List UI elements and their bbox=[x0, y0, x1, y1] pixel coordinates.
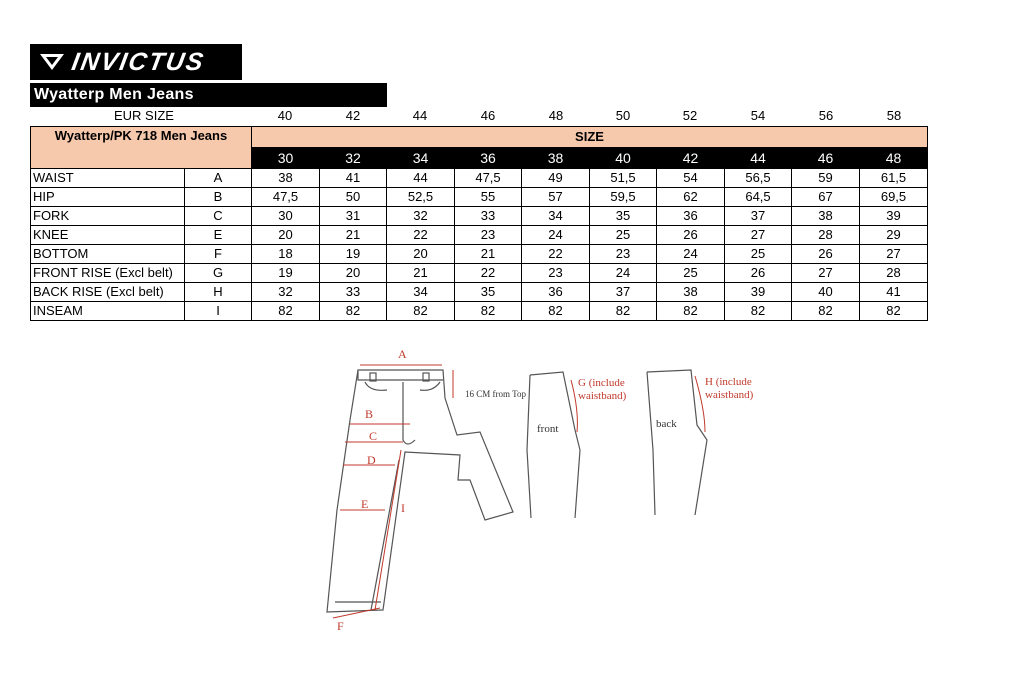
measurement-value: 50 bbox=[320, 188, 387, 207]
size-number: 42 bbox=[657, 148, 725, 169]
measurement-value: 30 bbox=[252, 207, 320, 226]
measurement-value: 82 bbox=[657, 302, 725, 321]
measurement-value: 24 bbox=[590, 264, 657, 283]
size-number: 38 bbox=[522, 148, 590, 169]
measurement-name: BACK RISE (Excl belt) bbox=[31, 283, 185, 302]
measurement-value: 55 bbox=[455, 188, 522, 207]
eur-size-cell: 58 bbox=[886, 108, 902, 123]
eur-size-cell: 44 bbox=[412, 108, 428, 123]
measurement-value: 22 bbox=[387, 226, 455, 245]
jeans-measurement-diagram bbox=[295, 340, 765, 635]
measurement-value: 24 bbox=[522, 226, 590, 245]
measurement-value: 24 bbox=[657, 245, 725, 264]
measurement-value: 37 bbox=[590, 283, 657, 302]
table-row bbox=[31, 245, 928, 264]
eur-size-cell: 54 bbox=[750, 108, 766, 123]
measurement-name: BOTTOM bbox=[31, 245, 185, 264]
measurement-code: E bbox=[185, 226, 252, 245]
eur-size-cell: 50 bbox=[615, 108, 631, 123]
measurement-value: 34 bbox=[387, 283, 455, 302]
measurement-value: 28 bbox=[792, 226, 860, 245]
measurement-value: 26 bbox=[725, 264, 792, 283]
measurement-code: G bbox=[185, 264, 252, 283]
measurement-value: 21 bbox=[455, 245, 522, 264]
table-row bbox=[31, 283, 928, 302]
measurement-value: 82 bbox=[590, 302, 657, 321]
measurement-value: 39 bbox=[860, 207, 928, 226]
measurement-value: 33 bbox=[320, 283, 387, 302]
measurement-value: 19 bbox=[320, 245, 387, 264]
measurement-value: 21 bbox=[387, 264, 455, 283]
model-label: Wyatterp/PK 718 Men Jeans bbox=[31, 127, 252, 169]
size-number: 44 bbox=[725, 148, 792, 169]
eur-size-label: EUR SIZE bbox=[114, 108, 174, 123]
measurement-value: 59 bbox=[792, 169, 860, 188]
measurement-name: FORK bbox=[31, 207, 185, 226]
table-row bbox=[31, 169, 928, 188]
measurement-value: 41 bbox=[860, 283, 928, 302]
measurement-value: 47,5 bbox=[455, 169, 522, 188]
measurement-value: 82 bbox=[725, 302, 792, 321]
measurement-value: 82 bbox=[792, 302, 860, 321]
label-d: D bbox=[367, 453, 376, 467]
measurement-value: 59,5 bbox=[590, 188, 657, 207]
measurement-code: I bbox=[185, 302, 252, 321]
note-16cm: 16 CM from Top bbox=[465, 389, 526, 399]
measurement-value: 20 bbox=[387, 245, 455, 264]
measurement-value: 62 bbox=[657, 188, 725, 207]
h-note-1: H (include bbox=[705, 376, 752, 388]
measurement-value: 35 bbox=[590, 207, 657, 226]
h-note-2: waistband) bbox=[705, 389, 754, 401]
measurement-code: A bbox=[185, 169, 252, 188]
measurement-value: 40 bbox=[792, 283, 860, 302]
front-label: front bbox=[537, 423, 559, 435]
size-number: 36 bbox=[455, 148, 522, 169]
table-row bbox=[31, 264, 928, 283]
table-row bbox=[31, 188, 928, 207]
measurement-code: B bbox=[185, 188, 252, 207]
measurement-value: 22 bbox=[522, 245, 590, 264]
measurement-value: 54 bbox=[657, 169, 725, 188]
size-number: 40 bbox=[590, 148, 657, 169]
eur-size-cell: 46 bbox=[480, 108, 496, 123]
measurement-value: 37 bbox=[725, 207, 792, 226]
measurement-value: 19 bbox=[252, 264, 320, 283]
eur-size-cell: 52 bbox=[682, 108, 698, 123]
measurement-value: 38 bbox=[792, 207, 860, 226]
measurement-value: 29 bbox=[860, 226, 928, 245]
measurement-value: 21 bbox=[320, 226, 387, 245]
measurement-name: HIP bbox=[31, 188, 185, 207]
measurement-name: WAIST bbox=[31, 169, 185, 188]
size-number: 48 bbox=[860, 148, 928, 169]
measurement-value: 33 bbox=[455, 207, 522, 226]
measurement-value: 25 bbox=[657, 264, 725, 283]
size-number: 34 bbox=[387, 148, 455, 169]
measurement-value: 25 bbox=[590, 226, 657, 245]
measurement-value: 26 bbox=[657, 226, 725, 245]
brand-name: INVICTUS bbox=[69, 48, 208, 76]
jeans-front-drawing bbox=[327, 370, 513, 612]
invictus-v-icon bbox=[40, 53, 64, 71]
measurement-value: 56,5 bbox=[725, 169, 792, 188]
measurement-value: 26 bbox=[792, 245, 860, 264]
measurement-value: 52,5 bbox=[387, 188, 455, 207]
measurement-value: 41 bbox=[320, 169, 387, 188]
measurement-value: 25 bbox=[725, 245, 792, 264]
measurement-value: 82 bbox=[320, 302, 387, 321]
back-rise-drawing bbox=[647, 370, 707, 515]
measurement-value: 38 bbox=[252, 169, 320, 188]
measurement-value: 69,5 bbox=[860, 188, 928, 207]
measurement-value: 36 bbox=[657, 207, 725, 226]
measurement-value: 32 bbox=[252, 283, 320, 302]
back-label: back bbox=[656, 418, 677, 430]
measurement-name: KNEE bbox=[31, 226, 185, 245]
measurement-value: 39 bbox=[725, 283, 792, 302]
size-number: 30 bbox=[252, 148, 320, 169]
eur-size-cell: 42 bbox=[345, 108, 361, 123]
label-c: C bbox=[369, 429, 378, 443]
measurement-value: 23 bbox=[455, 226, 522, 245]
measurement-name: FRONT RISE (Excl belt) bbox=[31, 264, 185, 283]
table-row bbox=[31, 207, 928, 226]
measurement-code: F bbox=[185, 245, 252, 264]
size-number: 32 bbox=[320, 148, 387, 169]
measurement-value: 36 bbox=[522, 283, 590, 302]
measurement-value: 82 bbox=[455, 302, 522, 321]
measurement-value: 67 bbox=[792, 188, 860, 207]
measurement-value: 35 bbox=[455, 283, 522, 302]
measurement-value: 82 bbox=[522, 302, 590, 321]
measurement-value: 64,5 bbox=[725, 188, 792, 207]
measurement-value: 20 bbox=[252, 226, 320, 245]
measurement-value: 38 bbox=[657, 283, 725, 302]
measurement-value: 47,5 bbox=[252, 188, 320, 207]
measurement-value: 27 bbox=[725, 226, 792, 245]
measurement-value: 23 bbox=[590, 245, 657, 264]
measurement-value: 27 bbox=[860, 245, 928, 264]
measurement-value: 34 bbox=[522, 207, 590, 226]
table-row bbox=[31, 226, 928, 245]
measurement-value: 82 bbox=[860, 302, 928, 321]
eur-size-cell: 56 bbox=[818, 108, 834, 123]
measurement-value: 31 bbox=[320, 207, 387, 226]
measurement-value: 18 bbox=[252, 245, 320, 264]
size-header: SIZE bbox=[252, 127, 928, 148]
measurement-value: 82 bbox=[252, 302, 320, 321]
measurement-value: 61,5 bbox=[860, 169, 928, 188]
label-e: E bbox=[361, 497, 369, 511]
eur-size-cell: 48 bbox=[548, 108, 564, 123]
table-row bbox=[31, 302, 928, 321]
label-b: B bbox=[365, 407, 374, 421]
measurement-value: 51,5 bbox=[590, 169, 657, 188]
label-f: F bbox=[337, 619, 344, 633]
measurement-value: 23 bbox=[522, 264, 590, 283]
measurement-value: 44 bbox=[387, 169, 455, 188]
label-i: I bbox=[401, 501, 405, 515]
g-note-2: waistband) bbox=[578, 390, 627, 402]
measurement-value: 82 bbox=[387, 302, 455, 321]
measurement-value: 57 bbox=[522, 188, 590, 207]
product-title: Wyatterp Men Jeans bbox=[30, 83, 387, 107]
label-a: A bbox=[398, 347, 407, 361]
measurement-value: 28 bbox=[860, 264, 928, 283]
measurement-code: H bbox=[185, 283, 252, 302]
g-note-1: G (include bbox=[578, 377, 625, 389]
measurement-value: 49 bbox=[522, 169, 590, 188]
measurement-name: INSEAM bbox=[31, 302, 185, 321]
invictus-logo bbox=[30, 44, 242, 80]
measurement-value: 20 bbox=[320, 264, 387, 283]
measurement-value: 27 bbox=[792, 264, 860, 283]
size-chart-table bbox=[30, 126, 928, 321]
size-number: 46 bbox=[792, 148, 860, 169]
measurement-value: 32 bbox=[387, 207, 455, 226]
table-header-row bbox=[31, 127, 928, 148]
measurement-value: 22 bbox=[455, 264, 522, 283]
measurement-code: C bbox=[185, 207, 252, 226]
eur-size-cell: 40 bbox=[277, 108, 293, 123]
front-rise-drawing bbox=[527, 372, 580, 518]
